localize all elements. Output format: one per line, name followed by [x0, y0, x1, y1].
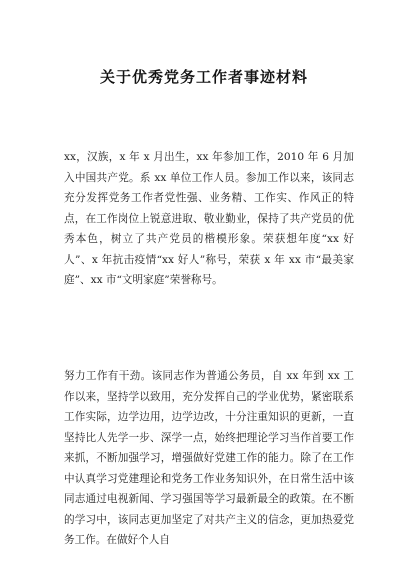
paragraph-2: 努力工作有干劲。该同志作为普通公务员，自 xx 年到 xx 工作以来，坚持学以致用，充分发挥自己的学业优势，紧密联系工作实际，边学边用，边学边改，十分注重知识的更新，一直坚持比人先学一步、深学一点，始终把理论学习当作首要工作来抓，不断加强学习，增强做好党建工作的能力。除了在工作中认真学习党建理论和党务工作业务知识外，在日常生活中该同志通过电视新闻、学习强国等学习最新最全的政策。在不断的学习中，该同志更加坚定了对共产主义的信念，更加热爱党务工作。在做好个人自: [64, 370, 354, 546]
paragraph-1: xx，汉族，x 年 x 月出生，xx 年参加工作，2010 年 6 月加入中国共产党。系 xx 单位工作人员。参加工作以来，该同志充分发挥党务工作者党性强、业务精、工作实、作风正的特点，在工作岗位上锐意进取、敬业勤业，保持了共产党员的优秀本色，树立了共产党员的楷模形象。荣获想年度“xx 好人”、x 年抗击疫情“xx 好人”称号，荣获 x 年 xx 市“最美家庭”、xx 市“文明家庭”荣誉称号。: [64, 151, 354, 286]
document-title: 关于优秀党务工作者事迹材料: [99, 68, 308, 86]
